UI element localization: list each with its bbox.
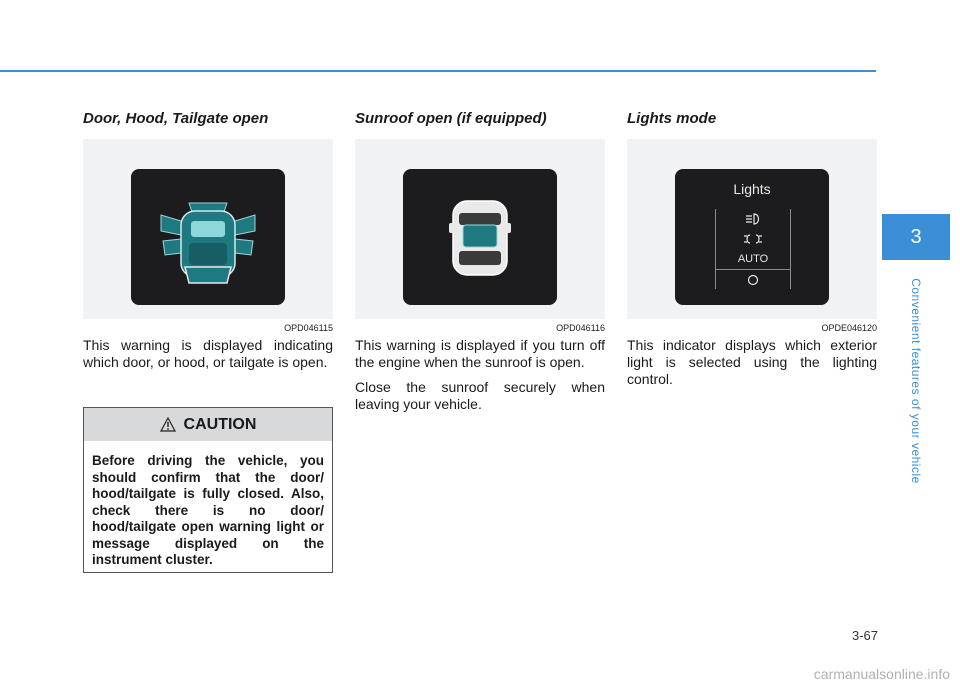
car-doors-open-icon (131, 169, 285, 305)
chapter-title (906, 266, 926, 496)
body-paragraph: This warning is displayed if you turn off the engine when the sunroof is open. (355, 337, 605, 370)
lights-mode-list (715, 209, 791, 289)
body-paragraph: This warning is displayed indicating which door, or hood, or tailgate is open. (83, 337, 333, 370)
figure-code: OPD046115 (284, 323, 333, 333)
warning-triangle-icon (160, 417, 176, 432)
cluster-screen (675, 169, 829, 305)
chapter-tab: 3 (882, 214, 950, 260)
section-sunroof (355, 108, 605, 421)
cluster-screen (403, 169, 557, 305)
watermark: carmanualsonline.info (813, 666, 950, 682)
caution-text: Before driving the vehicle, you should confirm that the door/ hood/tailgate is fully closed. Also, check there is no door/ hood/tailgate open warning light or message displayed on the instrument cluster. (92, 453, 324, 567)
caution-box (83, 407, 333, 573)
figure-code: OPD046116 (556, 323, 605, 333)
body-paragraph: This indicator displays which exterior light is selected using the lighting control. (627, 337, 877, 387)
door-open-figure (83, 139, 333, 319)
section-title: Door, Hood, Tailgate open (83, 110, 269, 127)
section-title: Lights mode (627, 110, 717, 127)
header-rule (0, 70, 876, 72)
auto-light-label: AUTO (716, 249, 790, 270)
caution-header (84, 408, 332, 441)
figure-code: OPDE046120 (821, 323, 877, 333)
lights-display-title: Lights (733, 181, 771, 197)
parking-light-icon (716, 229, 790, 249)
page-number: 3-67 (851, 628, 878, 643)
section-lights-mode (627, 108, 877, 396)
section-door-hood-tailgate (83, 108, 333, 379)
caution-label: CAUTION (183, 415, 257, 433)
section-title: Sunroof open (if equipped) (355, 110, 547, 127)
lights-mode-figure (627, 139, 877, 319)
high-beam-icon (716, 209, 790, 229)
cluster-screen (131, 169, 285, 305)
body-paragraph: Close the sunroof securely when leaving your vehicle. (355, 379, 605, 412)
chapter-title-text: Convenient features of your vehicle (909, 278, 923, 484)
sunroof-figure (355, 139, 605, 319)
light-off-icon (716, 270, 790, 290)
car-sunroof-open-icon (403, 169, 557, 305)
